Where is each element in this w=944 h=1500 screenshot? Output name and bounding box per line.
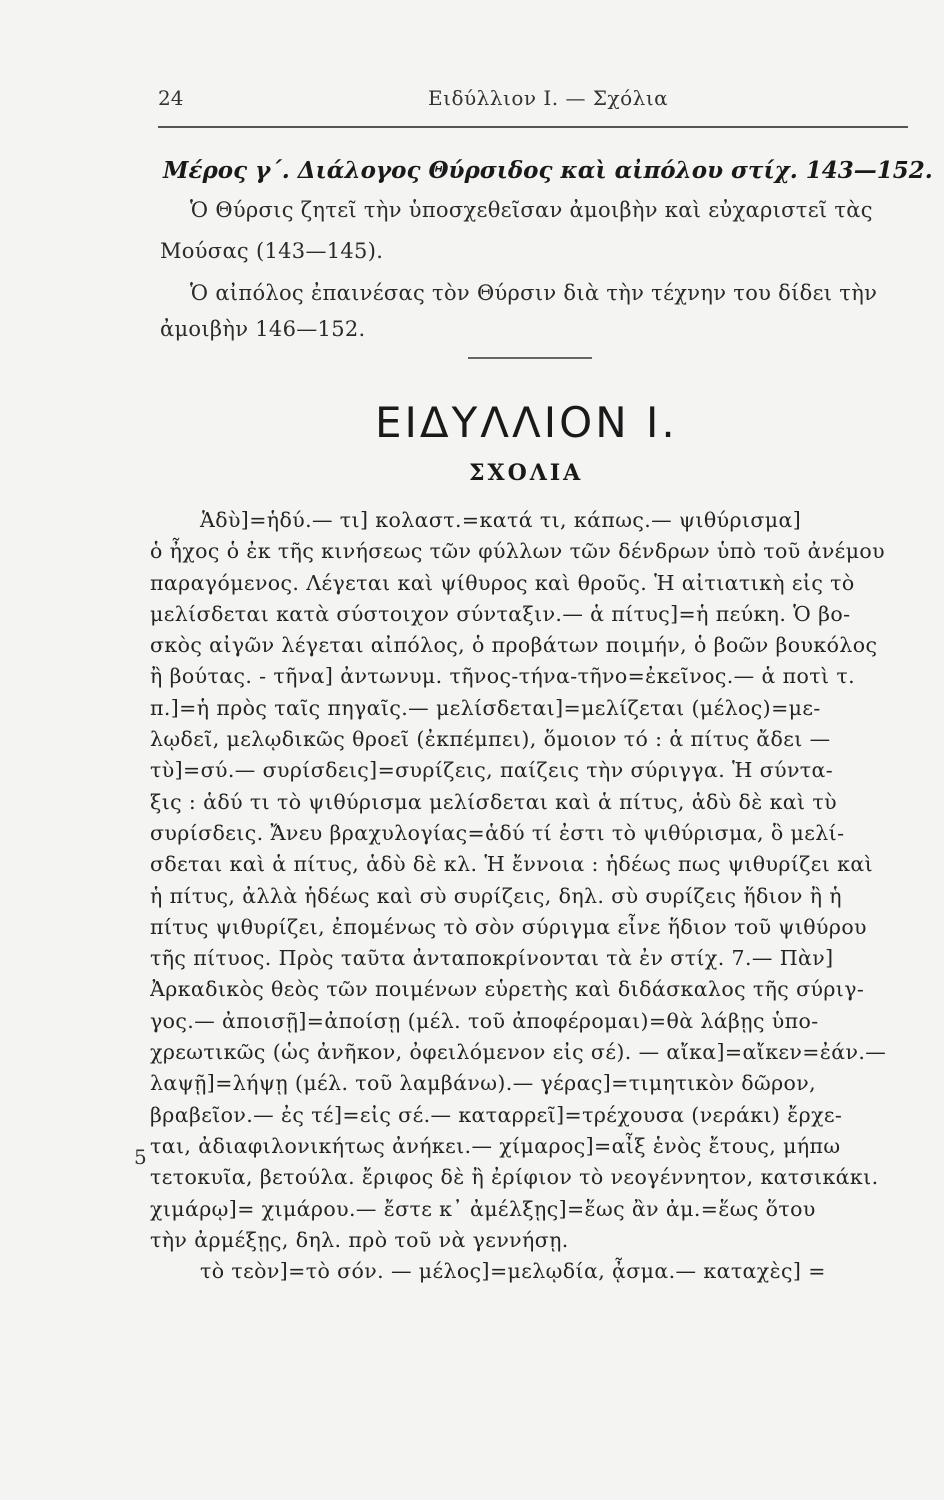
text-line: λαψῇ]=λήψῃ (μέλ. τοῦ λαμβάνω).— γέρας]=τιμητικὸν δῶρον, <box>150 1071 817 1096</box>
text-line: πίτυς ψιθυρίζει, ἐπομένως τὸ σὸν σύριγμα εἶνε ἥδιον τοῦ ψιθύρου <box>150 914 867 939</box>
text-line: τετοκυῖα, βετούλα. ἔριφος δὲ ἢ ἐρίφιον τὸ νεογέννητον, κατσικάκι. <box>150 1165 879 1190</box>
text-line: χιμάρῳ]= χιμάρου.— ἔστε κ᾽ ἀμέλξῃς]=ἕως ἂν ἀμ.=ἕως ὅτου <box>150 1196 816 1221</box>
section-heading: Μέρος γ΄. Διάλογος Θύρσιδος καὶ αἰπόλου στίχ. 143—152. <box>163 157 933 184</box>
text-line: τὸ τεὸν]=τὸ σόν. — μέλος]=μελῳδία, ᾆσμα.— καταχὲς] = <box>200 1259 826 1284</box>
text-line: παραγόμενος. Λέγεται καὶ ψίθυρος καὶ θροῦς. Ἡ αἰτιατικὴ εἰς τὸ <box>150 570 855 595</box>
text-line: ται, ἀδιαφιλονικήτως ἀνήκει.— χίμαρος]=αἶξ ἑνὸς ἔτους, μήπω <box>150 1133 841 1158</box>
text-line: γος.— ἀποισῇ]=ἀποίσῃ (μέλ. τοῦ ἀποφέρομαι)=θὰ λάβῃς ὑπο- <box>150 1008 819 1033</box>
scholia-body <box>150 505 915 1287</box>
paragraph-2-line-1: Ὁ αἰπόλος ἐπαινέσας τὸν Θύρσιν διὰ τὴν τέχνην του δίδει τὴν <box>190 281 878 305</box>
text-line: Ἁδὺ]=ἡδύ.— τι] κολαστ.=κατά τι, κάπως.— ψιθύρισμα] <box>200 508 802 532</box>
paragraph-1-line-2: Μούσας (143—145). <box>160 239 384 263</box>
text-line: τὺ]=σύ.— συρίσδεις]=συρίζεις, παίζεις τὴν σύριγγα. Ἡ σύντα- <box>150 758 834 783</box>
text-line: λῳδεῖ, μελῳδικῶς θροεῖ (ἐκπέμπει), ὅμοιον τό : ἁ πίτυς ἄδει — <box>150 727 831 752</box>
text-line: ὁ ἦχος ὁ ἐκ τῆς κινήσεως τῶν φύλλων τῶν δένδρων ὑπὸ τοῦ ἀνέμου <box>150 539 886 564</box>
running-title: Ειδύλλιον Ι. — Σχόλια <box>428 86 669 110</box>
text-line: ξις : ἁδύ τι τὸ ψιθύρισμα μελίσδεται καὶ ἁ πίτυς, ἁδὺ δὲ καὶ τὺ <box>150 789 837 814</box>
text-line: ἡ πίτυς, ἀλλὰ ἡδέως καὶ σὺ συρίζεις, δηλ. σὺ συρίζεις ἥδιον ἢ ἡ <box>150 883 842 908</box>
text-line: συρίσδεις. Ἄνευ βραχυλογίας=ἁδύ τί ἐστι τὸ ψιθύρισμα, ὃ μελί- <box>150 820 845 845</box>
text-line: σδεται καὶ ἁ πίτυς, ἁδὺ δὲ κλ. Ἡ ἔννοια : ἡδέως πως ψιθυρίζει καὶ <box>150 852 874 877</box>
page-number: 24 <box>158 86 184 110</box>
margin-line-number: 5 <box>134 1145 147 1169</box>
text-line: σκὸς αἰγῶν λέγεται αἰπόλος, ὁ προβάτων ποιμήν, ὁ βοῶν βουκόλος <box>150 633 878 658</box>
header-rule <box>158 126 908 128</box>
paragraph-1-line-1: Ὁ Θύρσις ζητεῖ τὴν ὑποσχεθεῖσαν ἀμοιβὴν καὶ εὐχαριστεῖ τὰς <box>190 198 873 222</box>
text-line: Ἀρκαδικὸς θεὸς τῶν ποιμένων εὑρετὴς καὶ διδάσκαλος τῆς σύριγ- <box>150 977 865 1002</box>
text-line: τὴν ἀρμέξῃς, δηλ. πρὸ τοῦ νὰ γεννήσῃ. <box>150 1227 569 1252</box>
section-divider <box>468 357 592 359</box>
text-line: βραβεῖον.— ἐς τέ]=εἰς σέ.— καταρρεῖ]=τρέχουσα (νεράκι) ἔρχε- <box>150 1102 843 1127</box>
text-line: τῆς πίτυος. Πρὸς ταῦτα ἀνταποκρίνονται τὰ ἐν στίχ. 7.— Πὰν] <box>150 946 834 971</box>
text-line: π.]=ἡ πρὸς ταῖς πηγαῖς.— μελίσδεται]=μελίζεται (μέλος)=με- <box>150 695 821 720</box>
idyll-title: ΕΙΔΥΛΛΙΟΝ Ι. <box>375 398 678 447</box>
scholia-subtitle: ΣΧΟΛΙΑ <box>469 460 584 486</box>
page-header <box>158 86 908 116</box>
text-line: χρεωτικῶς (ὡς ἀνῆκον, ὀφειλόμενον εἰς σέ). — αἴκα]=αἴκεν=ἐάν.— <box>150 1040 887 1065</box>
paragraph-2-line-2: ἀμοιβὴν 146—152. <box>160 317 366 341</box>
text-line: ἢ βούτας. - τῆνα] ἀντωνυμ. τῆνος-τήνα-τῆνο=ἐκεῖνος.— ἁ ποτὶ τ. <box>150 664 855 689</box>
text-line: μελίσδεται κατὰ σύστοιχον σύνταξιν.— ἁ πίτυς]=ἡ πεύκη. Ὁ βο- <box>150 601 851 626</box>
